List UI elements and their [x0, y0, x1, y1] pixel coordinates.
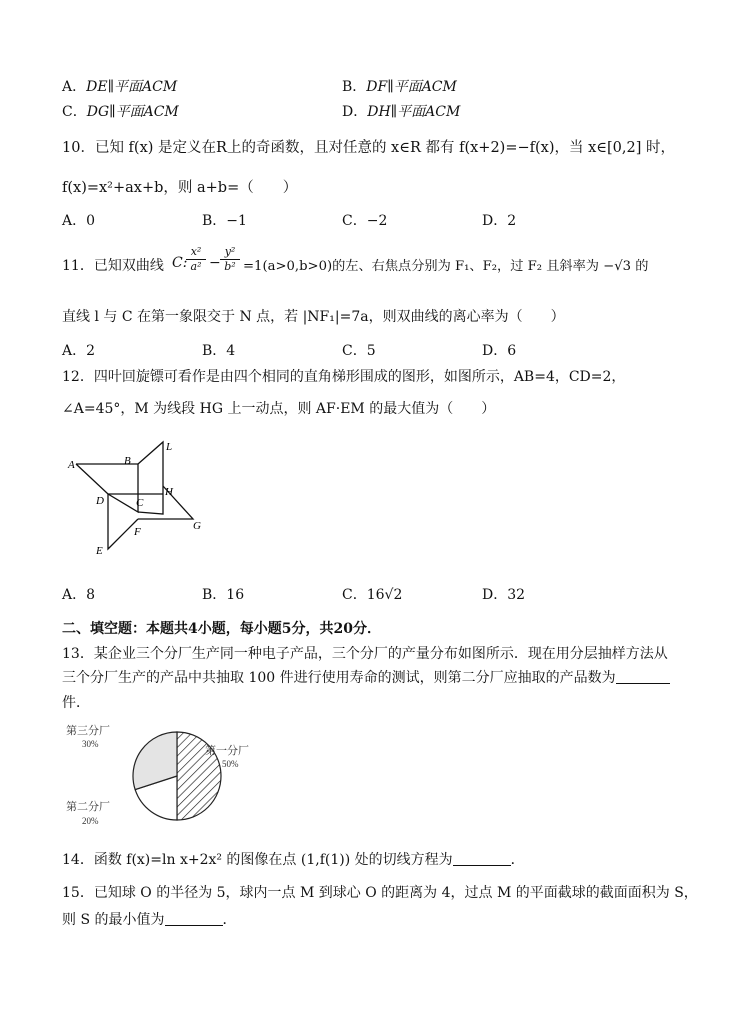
option-text: −1 [226, 213, 247, 229]
option-letter: B． [202, 213, 227, 229]
fraction-denominator: b² [224, 260, 236, 273]
option-text: DG∥平面ACM [86, 104, 179, 120]
q12-option-d [482, 584, 525, 604]
q12-stem-line1: 12．四叶回旋镖可看作是由四个相同的直角梯形围成的图形，如图所示，AB=4，CD=2， [62, 369, 626, 385]
q13-stem-line3: 件． [62, 695, 90, 711]
minus-sign: − [209, 255, 221, 271]
q12-stem-line2: ∠A=45°，M 为线段 HG 上一动点，则 AF·EM 的最大值为（ ） [62, 401, 496, 417]
option-text: 2 [507, 213, 517, 229]
q11-option-d [482, 340, 516, 360]
pie-category-first: 第一分厂 [205, 745, 249, 757]
q9-option-d [342, 101, 460, 121]
answer-blank [453, 851, 511, 866]
q11-fraction-x [186, 245, 206, 274]
figure-label-h: H [165, 486, 173, 498]
option-letter: C． [62, 104, 87, 120]
option-letter: C． [342, 343, 367, 359]
option-letter: A． [62, 79, 87, 95]
boomerang-figure [60, 432, 220, 562]
option-letter: A． [62, 343, 87, 359]
fraction-denominator: a² [190, 260, 202, 273]
figure-label-c: C [136, 497, 144, 509]
option-text: 8 [86, 587, 96, 603]
option-letter: D． [482, 213, 508, 229]
answer-blank [616, 669, 670, 684]
pie-value-second: 20% [82, 816, 99, 826]
q10-option-a [62, 210, 95, 230]
pie-category-third: 第三分厂 [66, 725, 110, 737]
q12-option-a [62, 584, 95, 604]
q9-option-a [62, 76, 177, 96]
pie-label-second [66, 799, 110, 826]
q11-stem-line2: 直线 l 与 C 在第一象限交于 N 点，若 |NF₁|=7a，则双曲线的离心率为（ ） [62, 309, 565, 325]
q14-end: ． [510, 852, 525, 868]
pie-value-third: 30% [82, 739, 99, 749]
option-text: DE∥平面ACM [86, 79, 178, 95]
option-letter: D． [482, 587, 508, 603]
answer-blank [165, 911, 223, 926]
option-letter: D． [482, 343, 508, 359]
q15-stem-line2 [62, 909, 237, 929]
q10-option-c [342, 210, 387, 230]
q11-trail-text: =1(a>0,b>0)的左、右焦点分别为 F₁、F₂，过 F₂ 且斜率为 −√3 的 [243, 259, 649, 274]
q11-option-c [342, 340, 376, 360]
q11-option-b [202, 340, 235, 360]
q15-stem-text: 则 S 的最小值为 [62, 912, 165, 928]
q10-option-d [482, 210, 516, 230]
figure-label-g: G [193, 520, 201, 532]
option-letter: B． [342, 79, 367, 95]
option-text: 2 [86, 343, 96, 359]
q13-stem-text: 三个分厂生产的产品中共抽取 100 件进行使用寿命的测试，则第二分厂应抽取的产品数为 [62, 670, 616, 686]
option-letter: C． [342, 213, 367, 229]
pie-value-first: 50% [222, 759, 239, 769]
q15-stem-line1: 15．已知球 O 的半径为 5，球内一点 M 到球心 O 的距离为 4，过点 M 的平面截球的截面面积为 S， [62, 885, 698, 901]
pie-chart [62, 718, 272, 833]
option-text: 6 [507, 343, 517, 359]
figure-label-l: L [166, 441, 173, 453]
q9-option-c [62, 101, 179, 121]
option-letter: D． [342, 104, 368, 120]
figure-label-b: B [124, 455, 131, 467]
option-text: 32 [507, 587, 526, 603]
q12-option-c [342, 584, 402, 604]
q9-option-b [342, 76, 457, 96]
option-letter: B． [202, 343, 227, 359]
q11-lead-text: 11．已知双曲线 [62, 258, 164, 274]
option-text: DH∥平面ACM [367, 104, 461, 120]
option-text: DF∥平面ACM [366, 79, 457, 95]
fraction-numerator: x² [186, 245, 206, 260]
figure-label-e: E [96, 545, 103, 557]
q14-stem-text: 14．函数 f(x)=ln x+2x² 的图像在点 (1,f(1)) 处的切线方程为 [62, 852, 453, 868]
figure-label-a: A [68, 459, 75, 471]
figure-label-d: D [96, 495, 104, 507]
q12-option-b [202, 584, 244, 604]
option-text: 5 [366, 343, 376, 359]
option-text: 16√2 [366, 587, 403, 603]
fraction-numerator: y² [220, 245, 240, 260]
q13-stem-line2 [62, 667, 670, 687]
q13-stem-line1: 13．某企业三个分厂生产同一种电子产品，三个分厂的产量分布如图所示．现在用分层抽样方法从 [62, 646, 668, 662]
option-letter: A． [62, 587, 87, 603]
q10-option-b [202, 210, 247, 230]
pie-category-second: 第二分厂 [66, 801, 110, 813]
option-text: 0 [86, 213, 96, 229]
section-heading: 二、填空题：本题共4小题，每小题5分，共20分． [62, 621, 381, 637]
option-text: 16 [226, 587, 245, 603]
q11-curve-name: C: [172, 255, 188, 271]
q15-end: ． [222, 912, 237, 928]
q10-stem-line1: 10．已知 f(x) 是定义在R上的奇函数，且对任意的 x∈R 都有 f(x+2)=−f(x)，当 x∈[0,2] 时， [62, 140, 675, 156]
figure-label-f: F [134, 526, 141, 538]
q10-stem-line2: f(x)=x²+ax+b，则 a+b=（ ） [62, 180, 298, 196]
option-letter: A． [62, 213, 87, 229]
q14-stem [62, 849, 525, 869]
pie-label-third [66, 723, 110, 749]
option-text: 4 [226, 343, 236, 359]
q11-fraction-y [220, 245, 240, 274]
q11-option-a [62, 340, 95, 360]
option-letter: C． [342, 587, 367, 603]
option-letter: B． [202, 587, 227, 603]
option-text: −2 [366, 213, 388, 229]
